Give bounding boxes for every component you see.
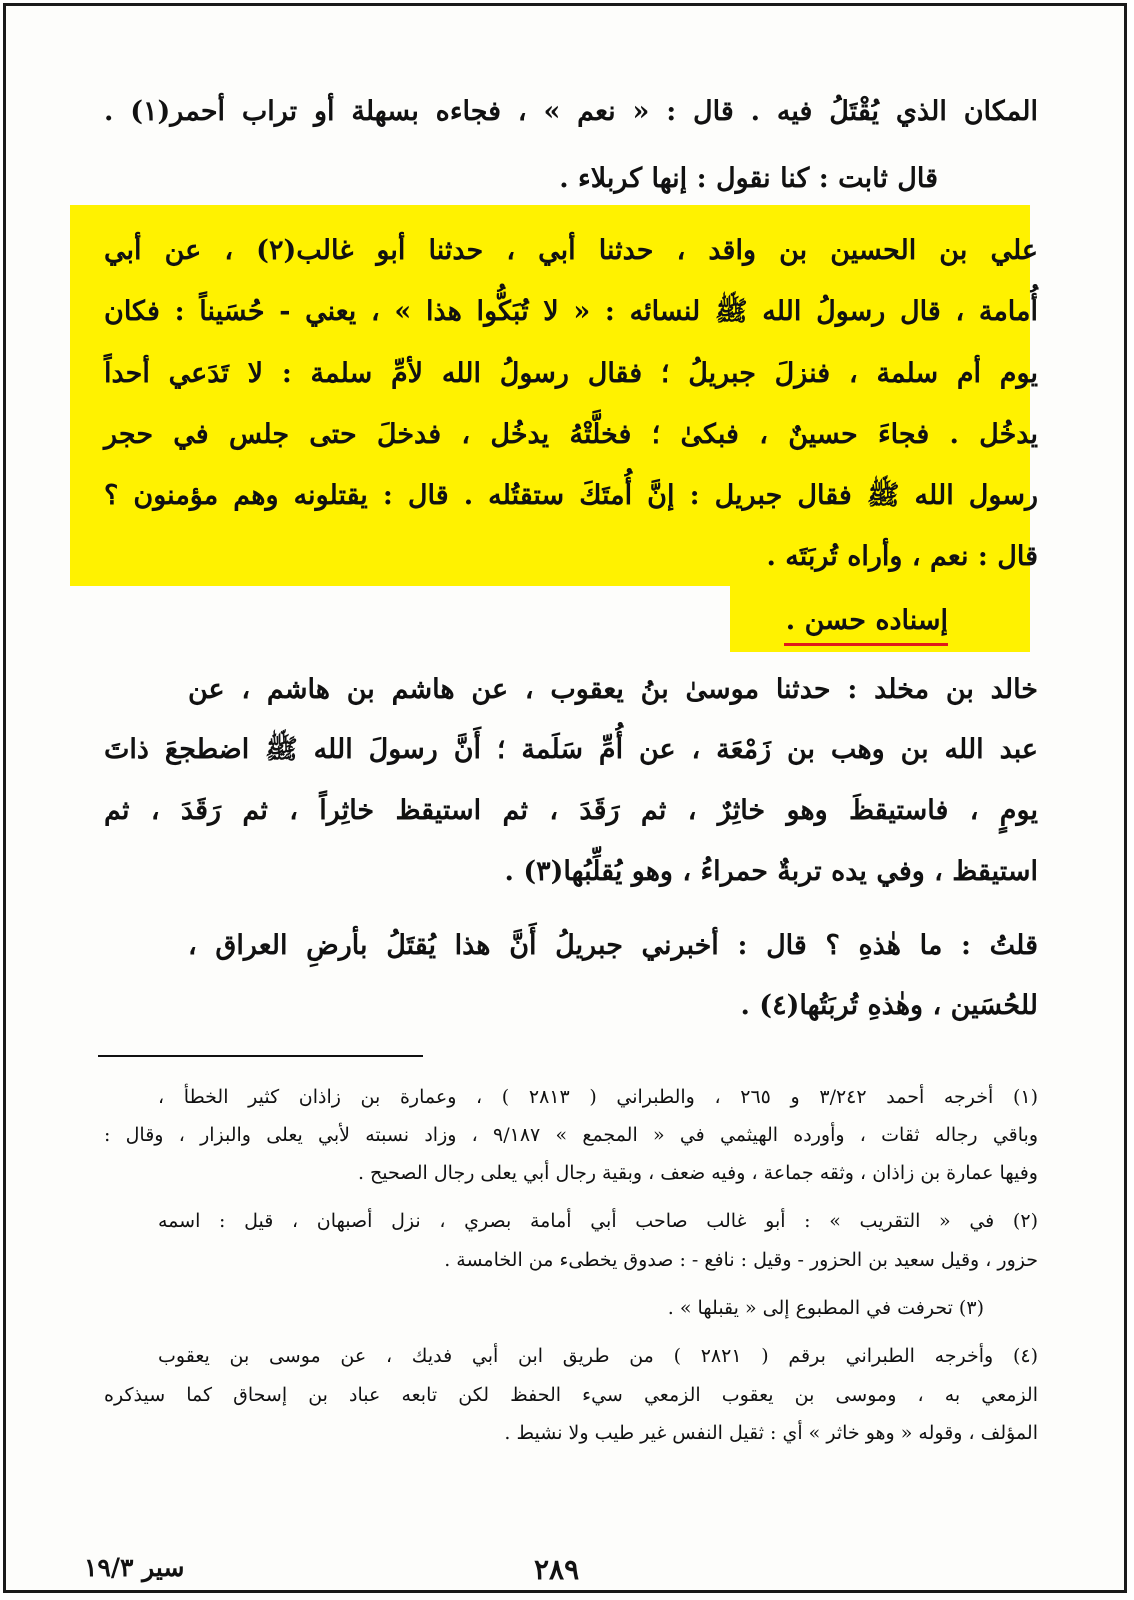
- page-number: ٢٨٩: [534, 1553, 580, 1586]
- isnad-grade: إسناده حسن .: [785, 605, 948, 636]
- footnote-line: (١) أخرجه أحمد ٣/٢٤٢ و ٢٦٥ ، والطبراني ( ٢٨١٣ ) ، وعمارة بن زاذان كثير الخطأ ،: [158, 1086, 1039, 1108]
- footnote-line: وباقي رجاله ثقات ، وأورده الهيثمي في « المجمع » ٩/١٨٧ ، وزاد نسبته لأبي يعلى والبزار ، وقال :: [104, 1124, 1039, 1146]
- footnote-line: (٣) تحرفت في المطبوع إلى « يقبلها » .: [667, 1297, 984, 1319]
- footnote-line: المؤلف ، وقوله « وهو خاثر » أي : ثقيل النفس غير طيب ولا نشيط .: [504, 1422, 1038, 1444]
- footnote-line: الزمعي به ، وموسى بن يعقوب الزمعي سيء الحفظ لكن تابعه عباد بن إسحاق كما سيذكره: [104, 1384, 1038, 1406]
- highlighted-line: يوم أم سلمة ، فنزلَ جبريلُ ؛ فقال رسولُ الله لأمِّ سلمة : لا تَدَعي أحداً: [104, 358, 1038, 389]
- body-line: للحُسَين ، وهٰذهِ تُربَتُها(٤) .: [740, 990, 1038, 1021]
- footnote-line: حزور ، وقيل سعيد بن الحزور - وقيل : نافع - : صدوق يخطىء من الخامسة .: [444, 1249, 1038, 1271]
- highlighted-line: علي بن الحسين بن واقد ، حدثنا أبي ، حدثنا أبو غالب(٢) ، عن أبي: [104, 235, 1038, 266]
- body-line: عبد الله بن وهب بن زَمْعَة ، عن أُمِّ سَلَمة ؛ أَنَّ رسولَ الله ﷺ اضطجعَ ذاتَ: [104, 734, 1038, 765]
- highlighted-line: قال : نعم ، وأراه تُربَتَه .: [766, 541, 1038, 572]
- footnote-line: وفيها عمارة بن زاذان ، وثقه جماعة ، وفيه ضعف ، وبقية رجال أبي يعلى رجال الصحيح .: [357, 1162, 1038, 1184]
- body-line: يومٍ ، فاستيقظَ وهو خاثِرٌ ، ثم رَقَدَ ، ثم استيقظ خاثِراً ، ثم رَقَدَ ، ثم: [104, 795, 1038, 826]
- body-line: قلتُ : ما هٰذهِ ؟ قال : أخبرني جبريلُ أَنَّ هذا يُقتَلُ بأرضِ العراق ،: [188, 930, 1038, 961]
- highlighted-line: رسول الله ﷺ فقال جبريل : إنَّ أُمتَكَ ستقتُله . قال : يقتلونه وهم مؤمنون ؟: [104, 480, 1038, 511]
- highlighted-line: يدخُل . فجاءَ حسينٌ ، فبكىٰ ؛ فخلَّتْهُ يدخُل ، فدخلَ حتى جلس في حجر: [104, 419, 1038, 450]
- body-line: استيقظ ، وفي يده تربةٌ حمراءُ ، وهو يُقلِّبُها(٣) .: [504, 856, 1038, 887]
- body-line: المكان الذي يُقْتَلُ فيه . قال : « نعم » ، فجاءه بسهلة أو تراب أحمر(١) .: [104, 96, 1038, 127]
- footnote-line: (٤) وأخرجه الطبراني برقم ( ٢٨٢١ ) من طريق ابن أبي فديك ، عن موسى بن يعقوب: [158, 1345, 1039, 1367]
- footnote-separator: [98, 1055, 423, 1057]
- body-line: خالد بن مخلد : حدثنا موسىٰ بنُ يعقوب ، عن هاشم بن هاشم ، عن: [188, 674, 1038, 705]
- footnote-line: (٢) في « التقريب » : أبو غالب صاحب أبي أمامة بصري ، نزل أصبهان ، قيل : اسمه: [158, 1210, 1038, 1232]
- body-line: قال ثابت : كنا نقول : إنها كربلاء .: [559, 163, 938, 194]
- signature-mark: سير ١٩/٣: [84, 1553, 185, 1582]
- isnad-underline: [784, 643, 948, 646]
- highlighted-line: أُمامة ، قال رسولُ الله ﷺ لنسائه : « لا تُبَكُّوا هذا » ، يعني - حُسَيناً : فكان: [104, 296, 1038, 327]
